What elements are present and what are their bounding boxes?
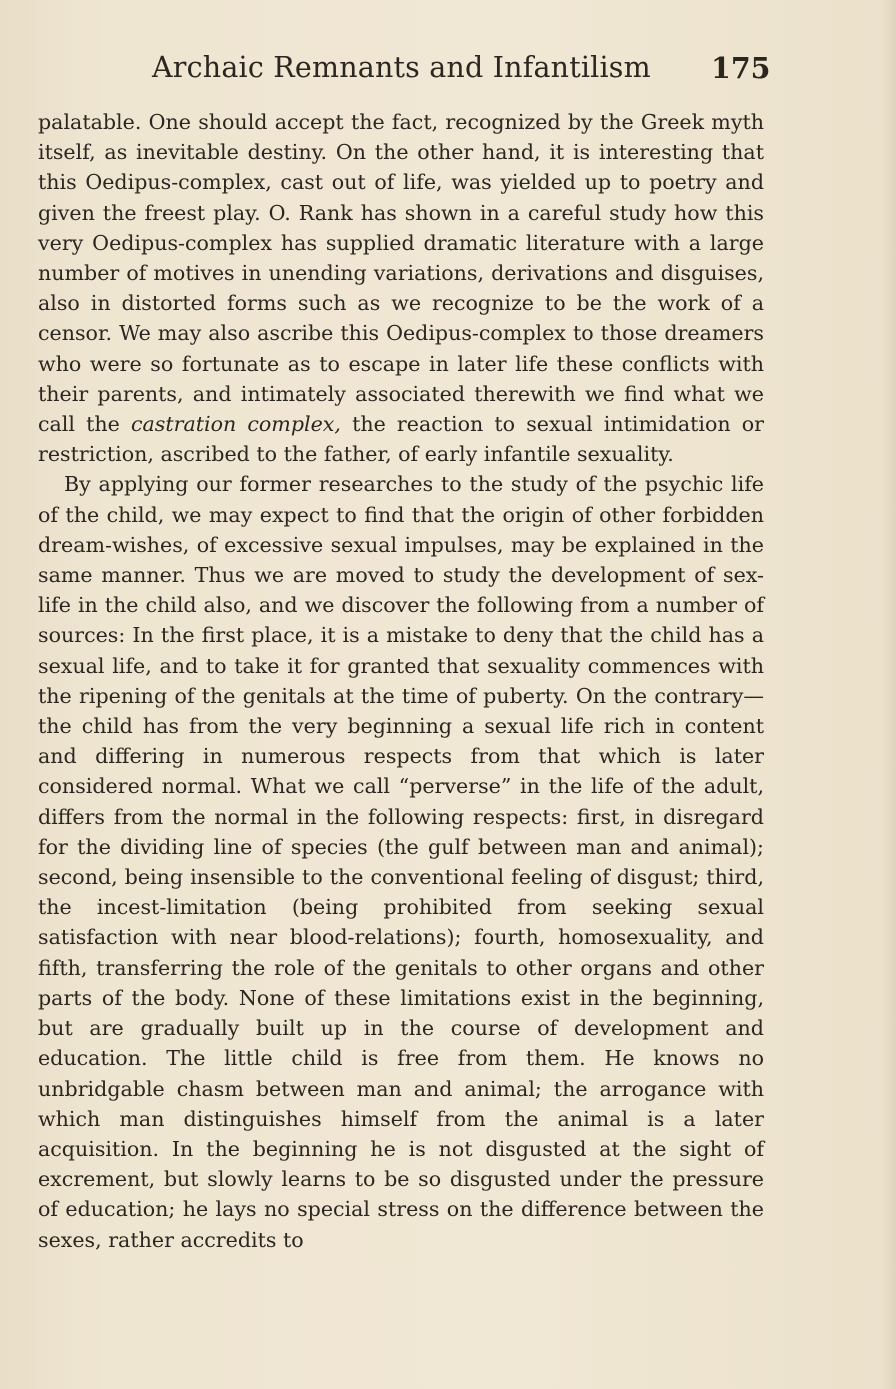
paragraph-1-text-end: the reaction to sexual intimidation or restriction, ascribed to the father, of early infantile sexuality. — [38, 412, 764, 467]
running-header — [0, 50, 896, 90]
page-edge-shadow — [882, 0, 896, 1389]
page-number: 175 — [711, 51, 771, 85]
paragraph-1-emphasis: castration complex, — [130, 412, 341, 437]
running-title: Archaic Remnants and Infantilism — [152, 51, 651, 84]
paragraph-1 — [38, 107, 764, 469]
paragraph-2: By applying our former researches to the study of the psychic life of the child, we may expect to find that the origin of other forbidden dream-wishes, of excessive sexual impulses, may be explained in the same manner. Thus we are moved to study the development of sex-life in the child also, and we discover the following from a number of sources: In the first place, it is a mistake to deny that the child has a sexual life, and to take it for granted that sexuality commences with the ripening of the genitals at the time of puberty. On the contrary—the child has from the very beginning a sexual life rich in content and differing in numerous respects from that which is later considered normal. What we call “perverse” in the life of the adult, differs from the normal in the following respects: first, in disregard for the dividing line of species (the gulf between man and animal); second, being insensible to the conventional feeling of disgust; third, the incest-limitation (being prohibited from seeking sexual satisfaction with near blood-relations); fourth, homosexuality, and fifth, transferring the role of the genitals to other organs and other parts of the body. None of these limitations exist in the beginning, but are gradually built up in the course of development and education. The little child is free from them. He knows no unbridgable chasm between man and animal; the arrogance with which man distinguishes himself from the animal is a later acquisition. In the beginning he is not disgusted at the sight of excrement, but slowly learns to be so disgusted under the pressure of education; he lays no special stress on the difference between the sexes, rather accredits to — [38, 472, 764, 1252]
body-text — [38, 107, 764, 1255]
paragraph-1-text: palatable. One should accept the fact, recognized by the Greek myth itself, as inevitable destiny. On the other hand, it is interesting that this Oedipus-complex, cast out of life, was yielded up to poetry and given the freest play. O. Rank has shown in a careful study how this very Oedipus-complex has supplied dramatic literature with a large number of motives in unending variations, derivations and disguises, also in distorted forms such as we recognize to be the work of a censor. We may also ascribe this Oedipus-complex to those dreamers who were so fortunate as to escape in later life these conflicts with their parents, and intimately associated therewith we find what we call the — [38, 110, 764, 437]
